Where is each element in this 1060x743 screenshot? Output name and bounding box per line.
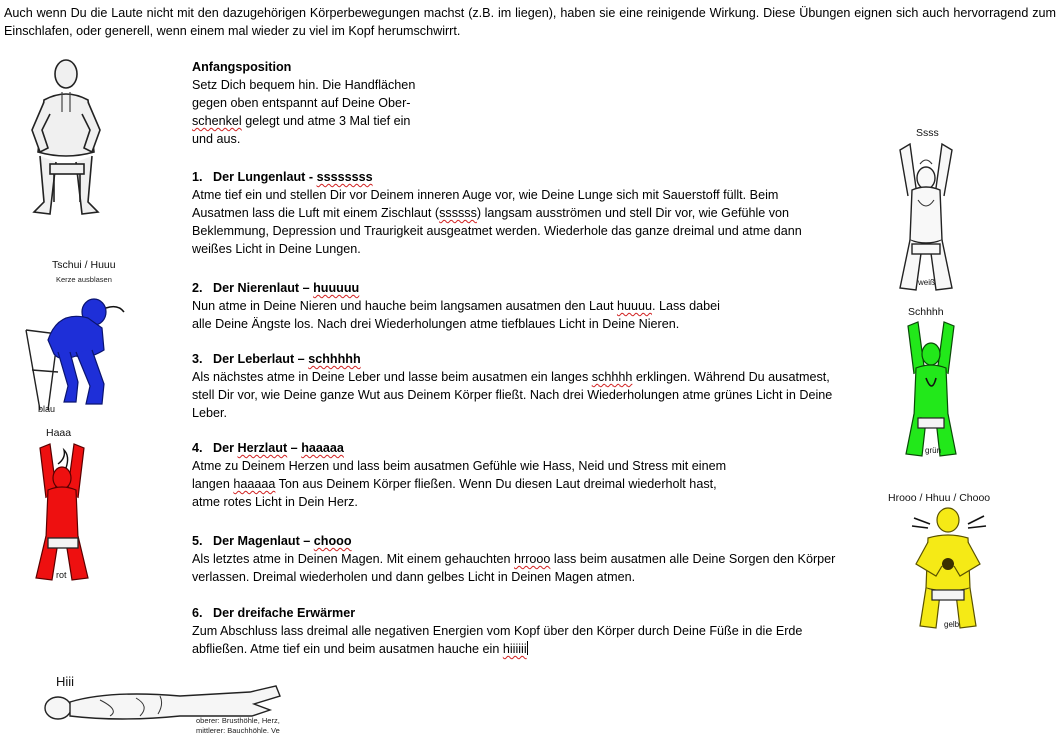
figure-start-position — [10, 52, 120, 232]
section-2-line-2: alle Deine Ängste los. Nach drei Wiederholungen atme tiefblaues Licht in Deine Nieren. — [192, 317, 680, 331]
start-line-4: und aus. — [192, 132, 241, 146]
section-lungenlaut — [192, 168, 868, 258]
caption-ssss: Ssss — [916, 127, 939, 139]
start-line-1: Setz Dich bequem hin. Die Handflächen — [192, 78, 416, 92]
figure-liver-green — [896, 318, 966, 462]
start-line-3-rest: gelegt und atme 3 Mal tief ein — [241, 114, 411, 128]
caption-rot: rot — [56, 570, 67, 580]
section-4-line-2b: Ton aus Deinem Körper fließen. Wenn Du diesen Laut dreimal wiederholt hast, — [275, 477, 717, 491]
section-2-line-1a: Nun atme in Deine Nieren und hauche beim langsamen ausatmen den Laut — [192, 299, 617, 313]
caption-gruen: grün — [925, 446, 942, 455]
caption-schhhh: Schhhh — [908, 306, 944, 318]
section-1-line-1: Atme tief ein und stellen Dir vor Deinem inneren Auge vor, wie Deine Lunge sich mit Sauerstoff füllt. Beim — [192, 188, 779, 202]
section-3-line-2: stell Dir vor, wie Deine ganze Wut aus Deinem Körper fließt. Nach drei Wiederholungen atme grünes Licht in Deine — [192, 388, 833, 402]
section-1-line-2b: ) langsam ausströmen und stell Dir vor, wie Gefühle von — [476, 206, 790, 220]
section-6-word-hiiiiii: hiiiiii — [502, 642, 527, 656]
caption-haaa: Haaa — [46, 427, 72, 439]
caption-blau: blau — [38, 404, 56, 414]
section-6-title: Der dreifache Erwärmer — [213, 606, 356, 620]
section-3-word-schhhh: schhhh — [591, 370, 633, 384]
section-magenlaut — [192, 532, 882, 586]
caption-kerze: Kerze ausblasen — [56, 275, 112, 284]
section-6-line-2a: abfließen. Atme tief ein und beim ausatmen hauche ein — [192, 642, 503, 656]
section-5-title: Der Magenlaut – — [213, 534, 314, 548]
section-2-title: Der Nierenlaut – — [213, 281, 314, 295]
section-3-line-1a: Als nächstes atme in Deine Leber und lasse beim ausatmen ein langes — [192, 370, 592, 384]
start-position-block — [192, 58, 442, 148]
section-5-line-2: verlassen. Dreimal wiederholen und dann gelbes Licht in Deinen Magen atmen. — [192, 570, 636, 584]
section-4-line-2a: langen — [192, 477, 234, 491]
caption-hiii: Hiii — [56, 674, 75, 689]
section-2-word-huuuu: huuuu — [616, 299, 652, 313]
section-3-line-3: Leber. — [192, 406, 228, 420]
section-herzlaut — [192, 439, 812, 511]
figure-kidney-blue — [18, 290, 130, 418]
start-line-2: gegen oben entspannt auf Deine Ober- — [192, 96, 411, 110]
section-2-line-1b: . Lass dabei — [652, 299, 720, 313]
text-cursor — [527, 641, 528, 655]
figure-stomach-yellow — [906, 504, 990, 634]
section-5-line-1b: lass beim ausatmen alle Deine Sorgen den Körper — [550, 552, 836, 566]
start-heading: Anfangsposition — [192, 60, 292, 74]
section-4-line-3: atme rotes Licht in Dein Herz. — [192, 495, 358, 509]
section-4-sound: haaaaa — [301, 441, 344, 455]
caption-gelb: gelb — [944, 620, 960, 629]
section-4-line-1: Atme zu Deinem Herzen und lass beim ausatmen Gefühle wie Hass, Neid und Stress mit einem — [192, 459, 727, 473]
section-5-number: 5. — [192, 534, 203, 548]
start-word-schenkel: schenkel — [192, 114, 242, 128]
section-3-line-1b: erklingen. Während Du ausatmest, — [632, 370, 830, 384]
section-3-title: Der Leberlaut – — [213, 352, 309, 366]
caption-oberer: oberer: Brusthöhle, Herz, — [196, 716, 280, 725]
caption-tschui: Tschui / Huuu — [52, 259, 116, 271]
section-4-title-dash: – — [287, 441, 302, 455]
section-1-line-2a: Ausatmen lass die Luft mit einem Zischlaut ( — [192, 206, 440, 220]
caption-mittlerer: mittlerer: Bauchhöhle. Ve — [196, 726, 280, 735]
section-4-title-herzlaut: Herzlaut — [237, 441, 288, 455]
caption-hrooo: Hrooo / Hhuu / Chooo — [888, 492, 991, 504]
section-4-word-haaaaa: haaaaa — [233, 477, 276, 491]
section-5-sound: chooo — [313, 534, 352, 548]
section-1-title: Der Lungenlaut - — [213, 170, 317, 184]
section-3-number: 3. — [192, 352, 203, 366]
section-1-line-3: Beklemmung, Depression und Traurigkeit ausgeatmet werden. Wiederhole das ganze dreimal und atme dann — [192, 224, 802, 238]
section-1-line-4: weißes Licht in Deine Lungen. — [192, 242, 361, 256]
figure-lung-white — [890, 140, 962, 300]
section-6-line-1: Zum Abschluss lass dreimal alle negativen Energien vom Kopf über den Körper durch Deine Füße in die Erde — [192, 624, 803, 638]
section-nierenlaut — [192, 279, 812, 333]
section-5-word-hrrooo: hrrooo — [514, 552, 551, 566]
section-4-title-pre: Der — [213, 441, 238, 455]
section-leberlaut — [192, 350, 872, 422]
section-2-sound: huuuuu — [313, 281, 360, 295]
section-1-word-ssssss: ssssss — [439, 206, 477, 220]
section-2-number: 2. — [192, 281, 203, 295]
section-5-line-1a: Als letztes atme in Deinen Magen. Mit einem gehauchten — [192, 552, 515, 566]
section-1-number: 1. — [192, 170, 203, 184]
section-3-sound: schhhhh — [308, 352, 361, 366]
section-erwaermer — [192, 604, 882, 658]
section-4-number: 4. — [192, 441, 203, 455]
figure-heart-red — [22, 438, 112, 590]
section-6-number: 6. — [192, 606, 203, 620]
section-1-sound: ssssssss — [316, 170, 373, 184]
intro-paragraph: Auch wenn Du die Laute nicht mit den dazugehörigen Körperbewegungen machst (z.B. im liegen), haben sie eine reinigende Wirkung. Diese Übungen eignen sich auch hervorragend zum Einschlafen, oder generell, wenn einem mal wieder zu viel im Kopf herumschwirrt. — [4, 6, 1056, 38]
caption-weiss: weiß — [918, 278, 935, 287]
